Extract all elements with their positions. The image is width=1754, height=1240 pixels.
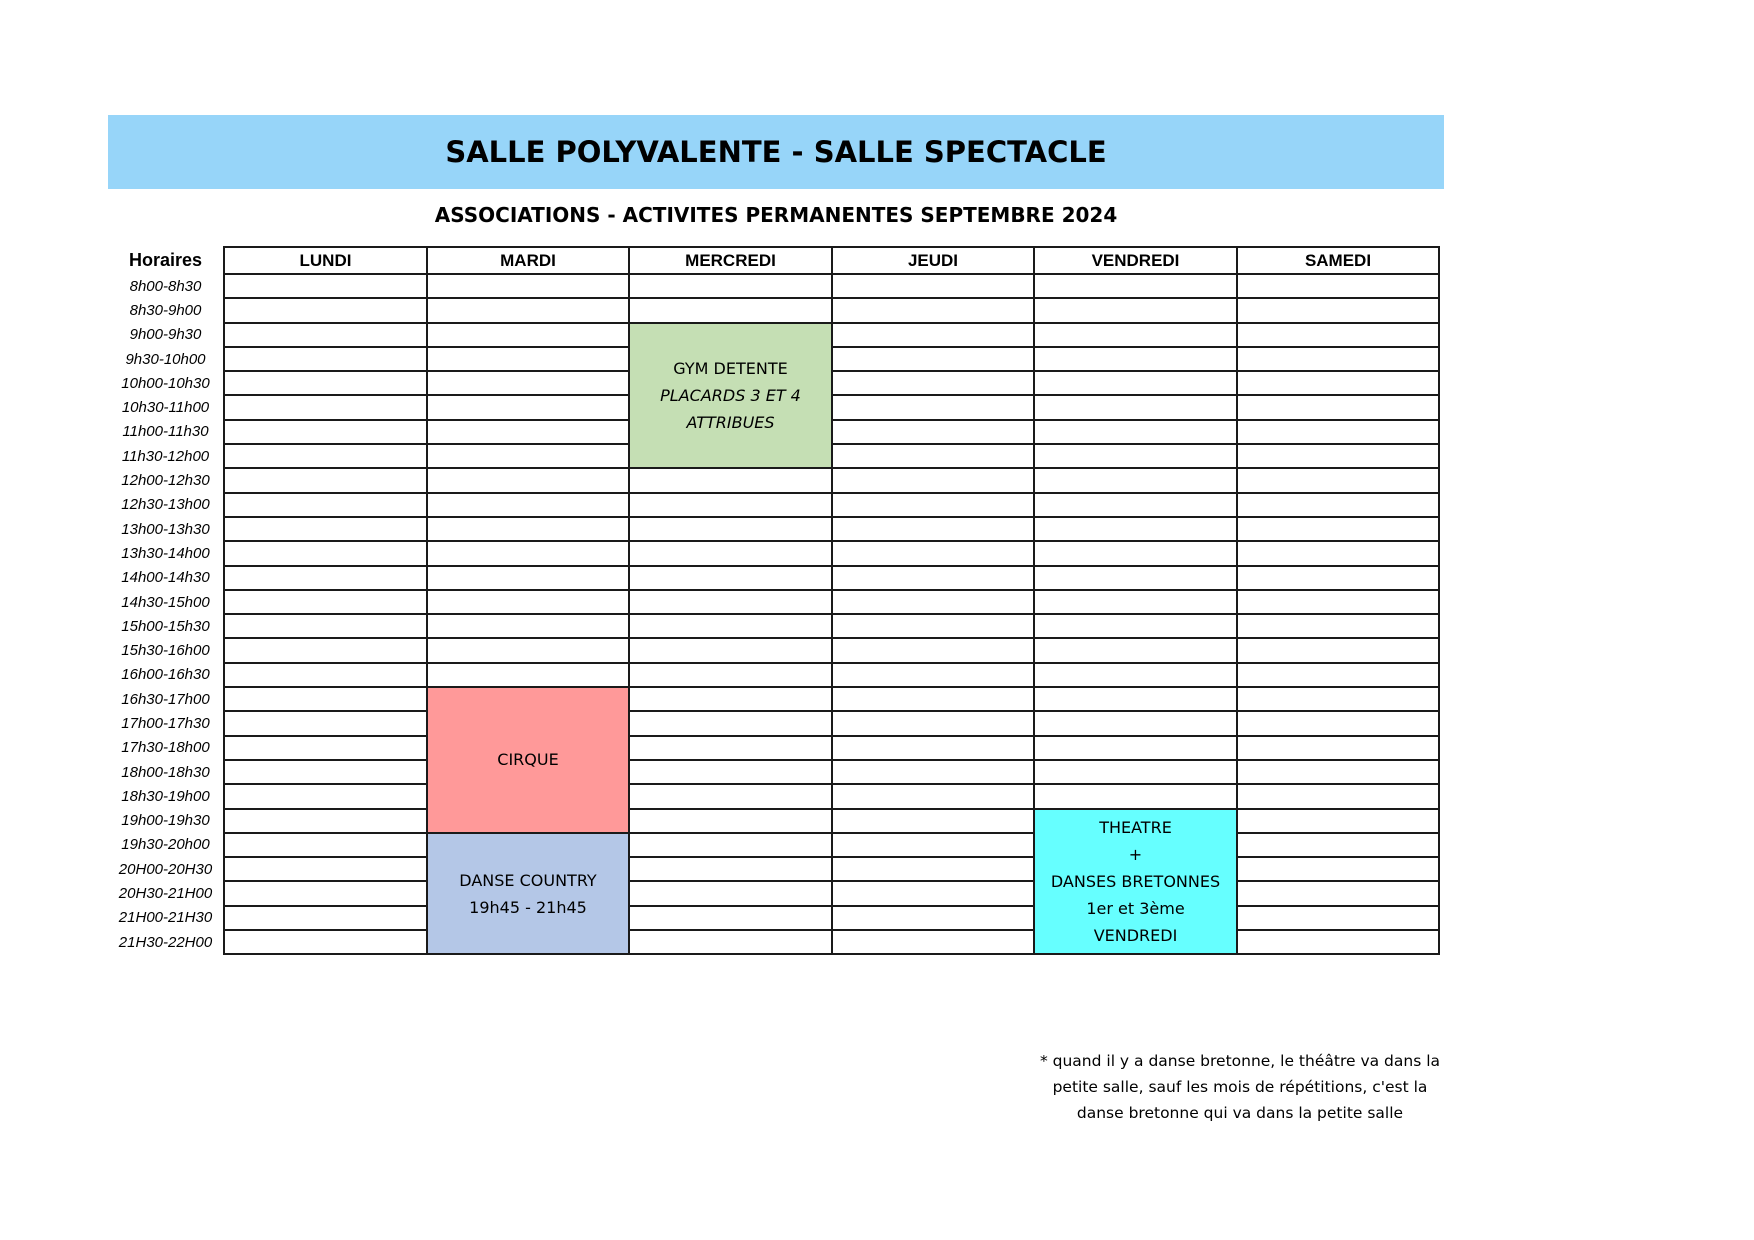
time-slot-label: 14h30-15h00 xyxy=(121,593,210,611)
table-row xyxy=(108,566,1439,590)
cell-mercredi xyxy=(629,833,832,857)
time-slot-label: 17h30-18h00 xyxy=(121,739,210,757)
cell-jeudi xyxy=(832,687,1034,711)
cell-samedi xyxy=(1237,493,1439,517)
cell-jeudi xyxy=(832,347,1034,371)
cell-mardi xyxy=(427,517,629,541)
cell-jeudi xyxy=(832,517,1034,541)
cell-lundi xyxy=(224,809,427,833)
time-slot-label: 18h30-19h00 xyxy=(121,787,210,805)
cell-lundi xyxy=(224,784,427,808)
cell-samedi xyxy=(1237,663,1439,687)
cell-jeudi xyxy=(832,784,1034,808)
footnote-line: * quand il y a danse bretonne, le théâtre va dans la xyxy=(1039,1052,1441,1070)
cell-vendredi xyxy=(1034,736,1237,760)
time-slot-label: 15h00-15h30 xyxy=(121,617,210,635)
header-day-samedi: SAMEDI xyxy=(1237,247,1439,274)
activity-country-text: 19h45 - 21h45 xyxy=(469,897,587,917)
footnote-line: petite salle, sauf les mois de répétitions, c'est la xyxy=(1052,1078,1428,1096)
cell-samedi xyxy=(1237,760,1439,784)
cell-lundi xyxy=(224,566,427,590)
table-row xyxy=(108,881,1439,905)
time-slot-label: 13h00-13h30 xyxy=(121,520,210,538)
time-slot-label: 11h00-11h30 xyxy=(122,423,209,441)
activity-theatre-text: 1er et 3ème xyxy=(1086,898,1185,918)
cell-jeudi xyxy=(832,298,1034,322)
cell-mercredi xyxy=(629,590,832,614)
cell-jeudi xyxy=(832,420,1034,444)
cell-vendredi xyxy=(1034,517,1237,541)
cell-mardi xyxy=(427,420,629,444)
cell-mardi xyxy=(427,468,629,492)
cell-jeudi xyxy=(832,638,1034,662)
cell-samedi xyxy=(1237,420,1439,444)
time-slot-label: 19h30-20h00 xyxy=(121,836,210,854)
cell-samedi xyxy=(1237,371,1439,395)
cell-vendredi xyxy=(1034,638,1237,662)
cell-vendredi xyxy=(1034,371,1237,395)
cell-lundi xyxy=(224,298,427,322)
cell-jeudi xyxy=(832,444,1034,468)
time-slot-label: 15h30-16h00 xyxy=(121,642,210,660)
activity-theatre xyxy=(1034,809,1237,955)
cell-mardi xyxy=(427,541,629,565)
time-slot-label: 12h30-13h00 xyxy=(121,496,210,514)
activity-country-text: DANSE COUNTRY xyxy=(459,870,597,890)
header-day-vendredi: VENDREDI xyxy=(1034,247,1237,274)
cell-lundi xyxy=(224,760,427,784)
cell-mercredi xyxy=(629,711,832,735)
cell-lundi xyxy=(224,881,427,905)
cell-lundi xyxy=(224,906,427,930)
cell-jeudi xyxy=(832,809,1034,833)
cell-lundi xyxy=(224,833,427,857)
cell-samedi xyxy=(1237,736,1439,760)
cell-samedi xyxy=(1237,323,1439,347)
cell-samedi xyxy=(1237,930,1439,954)
cell-jeudi xyxy=(832,541,1034,565)
cell-lundi xyxy=(224,590,427,614)
cell-mardi xyxy=(427,323,629,347)
time-slot-label: 20H00-20H30 xyxy=(118,860,213,878)
cell-mercredi xyxy=(629,760,832,784)
header-horaires: Horaires xyxy=(128,250,203,270)
cell-mercredi xyxy=(629,663,832,687)
cell-mardi xyxy=(427,638,629,662)
table-row xyxy=(108,274,1439,298)
cell-mercredi xyxy=(629,906,832,930)
cell-mercredi xyxy=(629,274,832,298)
cell-vendredi xyxy=(1034,444,1237,468)
header-day-mercredi: MERCREDI xyxy=(629,247,832,274)
table-row xyxy=(108,590,1439,614)
cell-mercredi xyxy=(629,614,832,638)
cell-samedi xyxy=(1237,857,1439,881)
cell-samedi xyxy=(1237,541,1439,565)
cell-vendredi xyxy=(1034,541,1237,565)
cell-mercredi xyxy=(629,517,832,541)
cell-lundi xyxy=(224,614,427,638)
cell-jeudi xyxy=(832,930,1034,954)
cell-lundi xyxy=(224,420,427,444)
cell-lundi xyxy=(224,857,427,881)
cell-mardi xyxy=(427,298,629,322)
time-slot-label: 10h30-11h00 xyxy=(121,399,210,417)
cell-mercredi xyxy=(629,809,832,833)
cell-mardi xyxy=(427,395,629,419)
cell-jeudi xyxy=(832,711,1034,735)
footnote-line: danse bretonne qui va dans la petite salle xyxy=(1076,1104,1404,1122)
cell-jeudi xyxy=(832,566,1034,590)
time-slot-label: 8h30-9h00 xyxy=(129,301,202,319)
activity-cirque-text: CIRQUE xyxy=(497,750,559,770)
cell-jeudi xyxy=(832,857,1034,881)
cell-jeudi xyxy=(832,323,1034,347)
time-slot-label: 19h00-19h30 xyxy=(121,812,210,830)
cell-vendredi xyxy=(1034,784,1237,808)
cell-mercredi xyxy=(629,930,832,954)
time-slot-label: 12h00-12h30 xyxy=(121,472,210,490)
cell-mercredi xyxy=(629,298,832,322)
table-row xyxy=(108,906,1439,930)
time-slot-label: 21H30-22H00 xyxy=(118,933,213,951)
cell-jeudi xyxy=(832,760,1034,784)
activity-gym-text: PLACARDS 3 ET 4 xyxy=(660,385,801,405)
table-row xyxy=(108,663,1439,687)
cell-vendredi xyxy=(1034,323,1237,347)
activity-theatre-text: THEATRE xyxy=(1099,817,1172,837)
cell-jeudi xyxy=(832,906,1034,930)
activity-gym xyxy=(629,323,832,469)
cell-mercredi xyxy=(629,541,832,565)
cell-samedi xyxy=(1237,638,1439,662)
cell-lundi xyxy=(224,663,427,687)
time-slot-label: 11h30-12h00 xyxy=(121,447,210,465)
cell-vendredi xyxy=(1034,468,1237,492)
cell-jeudi xyxy=(832,395,1034,419)
cell-samedi xyxy=(1237,833,1439,857)
cell-vendredi xyxy=(1034,590,1237,614)
cell-samedi xyxy=(1237,395,1439,419)
time-slot-label: 14h00-14h30 xyxy=(121,569,210,587)
time-slot-label: 16h30-17h00 xyxy=(121,690,210,708)
cell-lundi xyxy=(224,468,427,492)
page-subtitle: ASSOCIATIONS - ACTIVITES PERMANENTES SEPTEMBRE 2024 xyxy=(434,203,1118,227)
cell-jeudi xyxy=(832,663,1034,687)
cell-mercredi xyxy=(629,784,832,808)
cell-mercredi xyxy=(629,566,832,590)
time-slot-label: 16h00-16h30 xyxy=(121,666,210,684)
table-row xyxy=(108,468,1439,492)
footnote xyxy=(1030,1048,1450,1126)
table-row xyxy=(108,493,1439,517)
time-slot-label: 20H30-21H00 xyxy=(118,885,213,903)
cell-samedi xyxy=(1237,517,1439,541)
cell-mercredi xyxy=(629,638,832,662)
table-row xyxy=(108,517,1439,541)
activity-gym-text: ATTRIBUES xyxy=(686,412,775,432)
cell-lundi xyxy=(224,444,427,468)
cell-mercredi xyxy=(629,468,832,492)
cell-mardi xyxy=(427,371,629,395)
cell-vendredi xyxy=(1034,760,1237,784)
cell-lundi xyxy=(224,347,427,371)
table-row xyxy=(108,711,1439,735)
cell-vendredi xyxy=(1034,687,1237,711)
cell-lundi xyxy=(224,687,427,711)
header-day-lundi: LUNDI xyxy=(224,247,427,274)
cell-samedi xyxy=(1237,274,1439,298)
cell-mardi xyxy=(427,444,629,468)
time-slot-label: 10h00-10h30 xyxy=(121,374,210,392)
cell-mardi xyxy=(427,590,629,614)
cell-vendredi xyxy=(1034,663,1237,687)
table-row xyxy=(108,541,1439,565)
cell-vendredi xyxy=(1034,274,1237,298)
cell-lundi xyxy=(224,541,427,565)
cell-samedi xyxy=(1237,444,1439,468)
cell-mardi xyxy=(427,663,629,687)
time-slot-label: 8h00-8h30 xyxy=(129,277,202,295)
cell-mardi xyxy=(427,566,629,590)
cell-vendredi xyxy=(1034,298,1237,322)
cell-mardi xyxy=(427,274,629,298)
activity-country xyxy=(427,833,629,954)
cell-vendredi xyxy=(1034,420,1237,444)
cell-mardi xyxy=(427,614,629,638)
table-row xyxy=(108,736,1439,760)
cell-lundi xyxy=(224,274,427,298)
cell-vendredi xyxy=(1034,493,1237,517)
header-day-mardi: MARDI xyxy=(427,247,629,274)
table-row xyxy=(108,298,1439,322)
cell-samedi xyxy=(1237,784,1439,808)
activity-gym-text: GYM DETENTE xyxy=(673,358,788,378)
cell-samedi xyxy=(1237,881,1439,905)
cell-mercredi xyxy=(629,493,832,517)
page-title: SALLE POLYVALENTE - SALLE SPECTACLE xyxy=(445,135,1107,169)
header-row xyxy=(108,247,1439,274)
cell-mardi xyxy=(427,347,629,371)
schedule-table xyxy=(108,246,1440,955)
cell-samedi xyxy=(1237,687,1439,711)
cell-mercredi xyxy=(629,736,832,760)
time-slot-label: 13h30-14h00 xyxy=(121,544,210,562)
table-row xyxy=(108,687,1439,711)
cell-lundi xyxy=(224,930,427,954)
cell-lundi xyxy=(224,638,427,662)
cell-jeudi xyxy=(832,468,1034,492)
cell-samedi xyxy=(1237,347,1439,371)
cell-samedi xyxy=(1237,298,1439,322)
table-row xyxy=(108,760,1439,784)
cell-vendredi xyxy=(1034,614,1237,638)
time-slot-label: 9h30-10h00 xyxy=(125,350,206,368)
table-row xyxy=(108,809,1439,833)
cell-vendredi xyxy=(1034,347,1237,371)
cell-jeudi xyxy=(832,590,1034,614)
activity-cirque xyxy=(427,687,629,833)
cell-samedi xyxy=(1237,711,1439,735)
cell-lundi xyxy=(224,711,427,735)
cell-vendredi xyxy=(1034,566,1237,590)
cell-lundi xyxy=(224,371,427,395)
schedule-body xyxy=(108,274,1439,954)
cell-jeudi xyxy=(832,736,1034,760)
table-row xyxy=(108,784,1439,808)
table-row xyxy=(108,323,1439,347)
cell-lundi xyxy=(224,323,427,347)
activity-theatre-text: VENDREDI xyxy=(1093,925,1178,945)
table-row xyxy=(108,857,1439,881)
header-day-jeudi: JEUDI xyxy=(832,247,1034,274)
cell-samedi xyxy=(1237,468,1439,492)
title-band xyxy=(108,115,1444,189)
time-slot-label: 18h00-18h30 xyxy=(121,763,210,781)
cell-vendredi xyxy=(1034,711,1237,735)
cell-samedi xyxy=(1237,566,1439,590)
cell-jeudi xyxy=(832,371,1034,395)
cell-samedi xyxy=(1237,809,1439,833)
cell-lundi xyxy=(224,493,427,517)
cell-jeudi xyxy=(832,493,1034,517)
cell-jeudi xyxy=(832,614,1034,638)
cell-samedi xyxy=(1237,614,1439,638)
activity-theatre-text: + xyxy=(1128,844,1143,864)
cell-mardi xyxy=(427,493,629,517)
table-row xyxy=(108,930,1439,954)
table-row xyxy=(108,638,1439,662)
cell-lundi xyxy=(224,395,427,419)
table-row xyxy=(108,833,1439,857)
cell-samedi xyxy=(1237,590,1439,614)
cell-lundi xyxy=(224,736,427,760)
time-slot-label: 17h00-17h30 xyxy=(121,714,210,732)
cell-vendredi xyxy=(1034,395,1237,419)
cell-mercredi xyxy=(629,857,832,881)
activity-theatre-text: DANSES BRETONNES xyxy=(1050,871,1221,891)
cell-mercredi xyxy=(629,687,832,711)
table-row xyxy=(108,614,1439,638)
time-slot-label: 9h00-9h30 xyxy=(129,326,202,344)
cell-lundi xyxy=(224,517,427,541)
cell-mercredi xyxy=(629,881,832,905)
cell-jeudi xyxy=(832,881,1034,905)
cell-samedi xyxy=(1237,906,1439,930)
cell-jeudi xyxy=(832,833,1034,857)
cell-jeudi xyxy=(832,274,1034,298)
time-slot-label: 21H00-21H30 xyxy=(118,909,213,927)
